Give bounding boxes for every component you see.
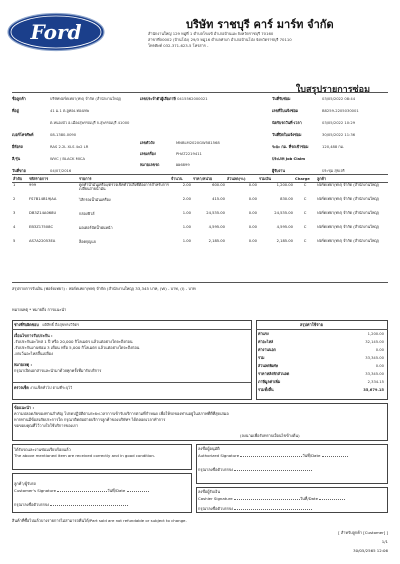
cell-no: 3 — [13, 210, 16, 215]
model-value: RAS 2.2L XLS 4x2 LR — [50, 145, 89, 149]
table-row — [12, 183, 388, 197]
notice-box — [12, 403, 388, 441]
disclaimer: สินค้าที่ซื้อไปแล้วบางรายการไม่สามารถคืนได้/Part sold are not refundable or subject to change. — [12, 518, 187, 523]
authorizer-box — [196, 444, 388, 484]
col-charge: Charge — [294, 175, 316, 183]
ack-line-1: ได้รับรถและงานซ่อมเรียบร้อยแล้ว — [14, 447, 71, 452]
cell-amount: 4,595.00 — [276, 224, 293, 229]
notice-footer: (ลงนามเพื่อรับทราบเงื่อนไขข้างต้น) — [240, 433, 300, 438]
job-date-label: วันที่รับซ่อม — [272, 97, 291, 101]
authorizer-sig-label: Authorized Signature — [198, 453, 240, 458]
notice-line-3: ขอขอบคุณที่ไว้วางใจใช้บริการของเรา — [14, 423, 79, 428]
customer-name-label: ชื่อลูกค้า — [12, 97, 26, 101]
tax-id-value: 0415562000021 — [177, 97, 208, 101]
warranty-exclusion: -ยกเว้นอะไหล่สิ้นเปลือง — [14, 351, 53, 356]
customer-sig-box — [12, 473, 192, 513]
cell-amount: 24,535.00 — [274, 210, 293, 215]
cell-qty: 2.00 — [182, 196, 191, 201]
authorizer-name-line[interactable] — [234, 470, 312, 471]
table-row — [12, 211, 388, 225]
receiver-label: ผู้รับงาน — [272, 169, 285, 173]
cell-customer: ฟอร์ดเทยา(ทฟ) จำกัด (สำนักงานใหญ่) — [317, 224, 379, 229]
close-date-label: วันที่ปิดใบแจ้งซ่อม — [272, 133, 302, 137]
color-value: WVC / BLACK MICA — [50, 157, 85, 161]
customer-sig-label: Customer's Signature — [14, 488, 57, 493]
customer-name: บริษัทฟอร์ดเทยา(ทฟ) จำกัด (สำนักงานใหญ่) — [50, 97, 122, 101]
net-value: 33,345.00 — [365, 372, 384, 376]
cell-desc: ล็อคกุญแจ — [79, 239, 96, 244]
cell-amount: 1,200.00 — [276, 183, 293, 187]
cell-no: 5 — [13, 238, 16, 243]
authorizer-date-label: วันที่/Date — [302, 453, 321, 458]
warranty-parts: -รับประกันอะไหล่ 1 ปี หรือ 20,000 กิโลเมตร แล้วแต่อย่างใดจะถึงก่อน — [14, 339, 133, 344]
checked-label: ตรวจเช็ค — [14, 386, 31, 390]
table-row — [12, 197, 388, 211]
warranty-labor: -รับประกันงานซ่อม 3 เดือน หรือ 5,000 กิโลเมตร แล้วแต่อย่างใดจะถึงก่อน — [14, 345, 140, 350]
authorizer-name-label: กรุณาลงชื่อตัวบรรจง — [198, 467, 234, 472]
job-no: B8259-2205030001 — [322, 109, 359, 113]
cell-no: 2 — [13, 196, 16, 201]
check-divider — [12, 382, 252, 383]
cell-charge: C — [303, 224, 307, 229]
cell-desc: กล่องฟิวส์ — [79, 211, 95, 216]
job-date: 03/05/2022 08:44 — [322, 97, 356, 101]
table-header-row — [12, 175, 388, 183]
cashier-name-line[interactable] — [234, 509, 312, 510]
tech-divider — [12, 329, 252, 330]
subtotal-label: รวม — [258, 356, 265, 360]
technician-label: ช่างที่รับผิดชอบ — [14, 323, 39, 327]
authorizer-sig-line[interactable] — [240, 456, 302, 457]
sale-date-value: 04/07/2016 — [50, 169, 72, 173]
parts-label: ค่าอะไหล่ — [258, 340, 274, 344]
plate-value: ผผ6899 — [176, 163, 190, 167]
cell-qty: 1.00 — [182, 224, 191, 229]
cell-desc: ไส้กรองน้ำมันเครื่อง — [79, 197, 111, 202]
cell-amount: 830.00 — [280, 196, 293, 201]
cell-code: 999 — [29, 183, 37, 187]
labor-label: ค่าแรง — [258, 332, 269, 336]
labor-value: 1,200.00 — [367, 332, 384, 336]
company-address-1: สำนักงานใหญ่ 129 หมู่ที่ 1 ตำบลโรงเข้ อำเภอบ้านแพ จังหวัดราชบุรี 70160 — [148, 31, 274, 36]
address-line-2: ต.หนองบัว อ.เมืองสุพรรณบุรี จ.สุพรรณบุรี 41000 — [50, 121, 130, 125]
cashier-title: ลงชื่อผู้รับเงิน — [198, 489, 220, 494]
discount-label: ส่วนลดพิเศษ — [258, 364, 278, 368]
notice-line-1: ความปลอดภัยของท่านสำคัญ โปรดปฏิบัติตามระยะเวลาการเข้ารับบริการตามที่กำหนด เพื่อให้รถของท่านอยู่ในสภาพที่ดีที่สุดเสมอ — [14, 411, 229, 416]
col-amount: รวมเงิน — [258, 175, 294, 183]
totals-title: สรุปค่าใช้จ่าย — [300, 322, 324, 327]
grand-total-value: 35,679.15 — [363, 388, 384, 392]
sale-date-label: วันที่ขาย — [12, 169, 26, 173]
ack-line-2: The above mentioned item are received correctly and in good condition. — [14, 453, 156, 458]
customer-date-label: วันที่/Date — [107, 488, 126, 493]
payment-summary: สรุปรายการรับเงิน (ฟอร์ดเทยา) : ฟอร์ดเทยา(ทฟ) จำกัด (สำนักงานใหญ่) 33,345 บาท, (W) - บาท, (I) - บาท — [12, 286, 196, 291]
mileage: 120,488 กม. — [322, 145, 345, 149]
cell-unit-price: 24,535.00 — [206, 210, 225, 215]
technician-name: ผลิสิทธิ์ ถือสุขทรงวิจิตร — [42, 323, 80, 327]
subtotal-value: 33,345.00 — [365, 356, 384, 360]
company-address-2: สาขาที่00002 (บ้านโป่ง) 29/3 หมู่16 ตำบลท่าผา อำเภอบ้านโป่ง จังหวัดราชบุรี 70110 — [148, 37, 292, 42]
table-row — [12, 225, 388, 239]
col-code: รหัสรายการ — [28, 175, 78, 183]
cell-code: AS7A22053EA — [29, 238, 56, 243]
cell-customer: ฟอร์ดเทยา(ทฟ) จำกัด (สำนักงานใหญ่) — [317, 196, 379, 201]
parts-value: 32,145.00 — [365, 340, 384, 344]
col-no: ลำดับ — [12, 175, 28, 183]
authorizer-date-line[interactable] — [322, 456, 348, 457]
address-line-1: 41 ม.1 ต.อูทอง-ทองเทพ — [50, 109, 90, 113]
cell-qty: 1.00 — [182, 210, 191, 215]
cell-amount: 2,185.00 — [276, 238, 293, 243]
cell-unit-price: 2,185.00 — [208, 238, 225, 243]
note-label: หมายเหตุ : — [14, 363, 32, 367]
close-date: 30/05/2022 11:36 — [322, 133, 356, 137]
items-table — [12, 174, 388, 253]
color-label: สี/รุ่น — [12, 157, 21, 161]
vat-value: 2,334.15 — [367, 380, 384, 384]
customer-name-line[interactable] — [50, 505, 128, 506]
remark-note: หมายเหตุ * หมายถึง การแนะนำ — [12, 307, 67, 312]
cell-desc: มอเตอร์ปัดน้ำฝนหน้า — [79, 225, 113, 230]
phone-label: เบอร์โทรศัพท์ — [12, 133, 34, 137]
header-divider — [12, 92, 388, 93]
appointment: 03/05/2022 10:29 — [322, 121, 356, 125]
cell-unit-price: 415.00 — [212, 196, 225, 201]
cell-charge: C — [303, 196, 307, 201]
engine-label: เลขเครื่อง — [140, 152, 156, 156]
receiver: ประชุม สุขเจริ — [322, 169, 345, 173]
customer-sig-line[interactable] — [57, 491, 107, 492]
cell-charge: C — [303, 183, 307, 187]
cashier-sig-line[interactable] — [234, 499, 300, 500]
col-unit-price: ราคา/หน่วย — [192, 175, 226, 183]
grand-total-label: รวมทั้งสิ้น — [258, 388, 274, 392]
engine-value: PHAT2219411 — [176, 152, 202, 156]
document-title: ใบสรุปรายการซ่อม — [295, 85, 370, 95]
totals-list — [258, 332, 384, 396]
cell-unit-price: 4,595.00 — [208, 224, 225, 229]
job-block — [272, 96, 359, 174]
cell-no: 4 — [13, 224, 16, 229]
print-timestamp: 30/05/2565 12:06 — [353, 548, 388, 553]
page-number: 1/1 — [381, 539, 388, 544]
company-name: บริษัท ราชบุรี คาร์ มาร์ท จำกัด — [186, 18, 334, 31]
job-type-label: ประเภท Job Claim — [272, 157, 306, 161]
discount-value: 0.00 — [375, 364, 384, 368]
cell-qty: 2.00 — [182, 183, 191, 187]
plate-label: หมายเลขรถ — [140, 163, 160, 167]
customer-name-label-print: กรุณาลงชื่อตัวบรรจง — [14, 502, 50, 507]
cell-desc: ดูดทำน้ำมันเครื่อง/ตรวจเช็คทั่วไปสิ่งที่ต้องการสำหรับการเปลี่ยนถ่ายน้ำมัน — [79, 183, 169, 192]
cell-discount: 0.00 — [248, 196, 257, 201]
notice-line-2: หากท่านมีข้อสงสัยประการใด กรุณาติดต่อฝ่ายบริการลูกค้าของบริษัทฯ ได้ตลอดเวลาทำการ — [14, 417, 166, 422]
customer-date-line[interactable] — [127, 491, 149, 492]
cell-discount: 0.00 — [248, 224, 257, 229]
sublet-value: 0.00 — [375, 348, 384, 352]
cashier-name-label: กรุณาลงชื่อตัวบรรจง — [198, 506, 234, 511]
model-label: ยี่ห้อรถ — [12, 145, 24, 149]
col-discount: ส่วนลด(%) — [226, 175, 258, 183]
totals-divider — [256, 329, 388, 330]
cell-discount: 0.00 — [248, 210, 257, 215]
net-label: ราคาหลังหักส่วนลด — [258, 372, 290, 376]
copy-label: [ สำหรับลูกค้า [Customer] ] — [338, 530, 388, 535]
sublet-label: ค่างานนอก — [258, 348, 276, 352]
cell-code: EB3Z17508C — [29, 224, 54, 229]
cell-customer: ฟอร์ดเทยา(ทฟ) จำกัด (สำนักงานใหญ่) — [317, 183, 379, 187]
mileage-label: ระยะ กม. ที่รถเข้าซ่อม — [272, 145, 309, 149]
col-desc: รายการ — [78, 175, 170, 183]
notice-title: ข้อแนะนำ : — [14, 405, 35, 410]
summary-divider — [12, 282, 388, 283]
checked-text: งานเช็คทั่วไป ตามที่ระบุไว้ — [30, 386, 73, 390]
cashier-date-line[interactable] — [319, 499, 345, 500]
tax-id-label: เลขประจำตัวผู้เสียภาษี — [140, 97, 176, 101]
cell-customer: ฟอร์ดเทยา(ทฟ) จำกัด (สำนักงานใหญ่) — [317, 238, 379, 243]
cell-charge: C — [303, 238, 307, 243]
appointment-label: นัดรับรถวันที่-เวลา — [272, 121, 302, 125]
ford-logo — [6, 12, 106, 52]
vat-label: ภาษีมูลค่าเพิ่ม — [258, 380, 281, 384]
warranty-title: เงื่อนไขการรับประกัน : — [14, 333, 53, 338]
address-label: ที่อยู่ — [12, 109, 19, 113]
cell-no: 1 — [13, 183, 16, 187]
job-no-label: เลขที่ใบแจ้งซ่อม — [272, 109, 299, 113]
customer-sig-title: ลูกค้า/ผู้รับรถ — [14, 481, 37, 486]
table-row — [12, 239, 388, 253]
svg-text:Ford: Ford — [30, 20, 82, 44]
authorizer-title: ลงชื่อผู้อนุมัติ — [198, 446, 220, 451]
customer-block — [12, 96, 129, 174]
cell-unit-price: 600.00 — [212, 183, 225, 187]
col-customer: ลูกค้า — [316, 175, 388, 183]
cell-charge: C — [303, 210, 307, 215]
vin-label: เลขตัวถัง — [140, 141, 155, 145]
col-qty: จำนวน — [170, 175, 192, 183]
company-phone: โทรศัพท์ 032-371-623-5 โทรสาร - — [148, 43, 209, 48]
cell-customer: ฟอร์ดเทยา(ทฟ) จำกัด (สำนักงานใหญ่) — [317, 210, 379, 215]
cashier-date-label: วันที่/Date — [299, 496, 318, 501]
cell-code: FS7B14B19JAA — [29, 196, 57, 201]
cell-discount: 0.00 — [248, 183, 257, 187]
phone-value: 08-1380-0090 — [50, 133, 77, 137]
note-text: กรุณาเปิดเอกสารและนำมาด้วยทุกครั้งที่มารับบริการ — [14, 368, 102, 373]
cell-discount: 0.00 — [248, 238, 257, 243]
vin-value: MNBLM2020GW581568 — [176, 141, 220, 145]
cashier-sig-label: Cashier Signature — [198, 496, 233, 501]
cell-qty: 1.00 — [182, 238, 191, 243]
cell-code: DB3Z14A068U — [29, 210, 57, 215]
